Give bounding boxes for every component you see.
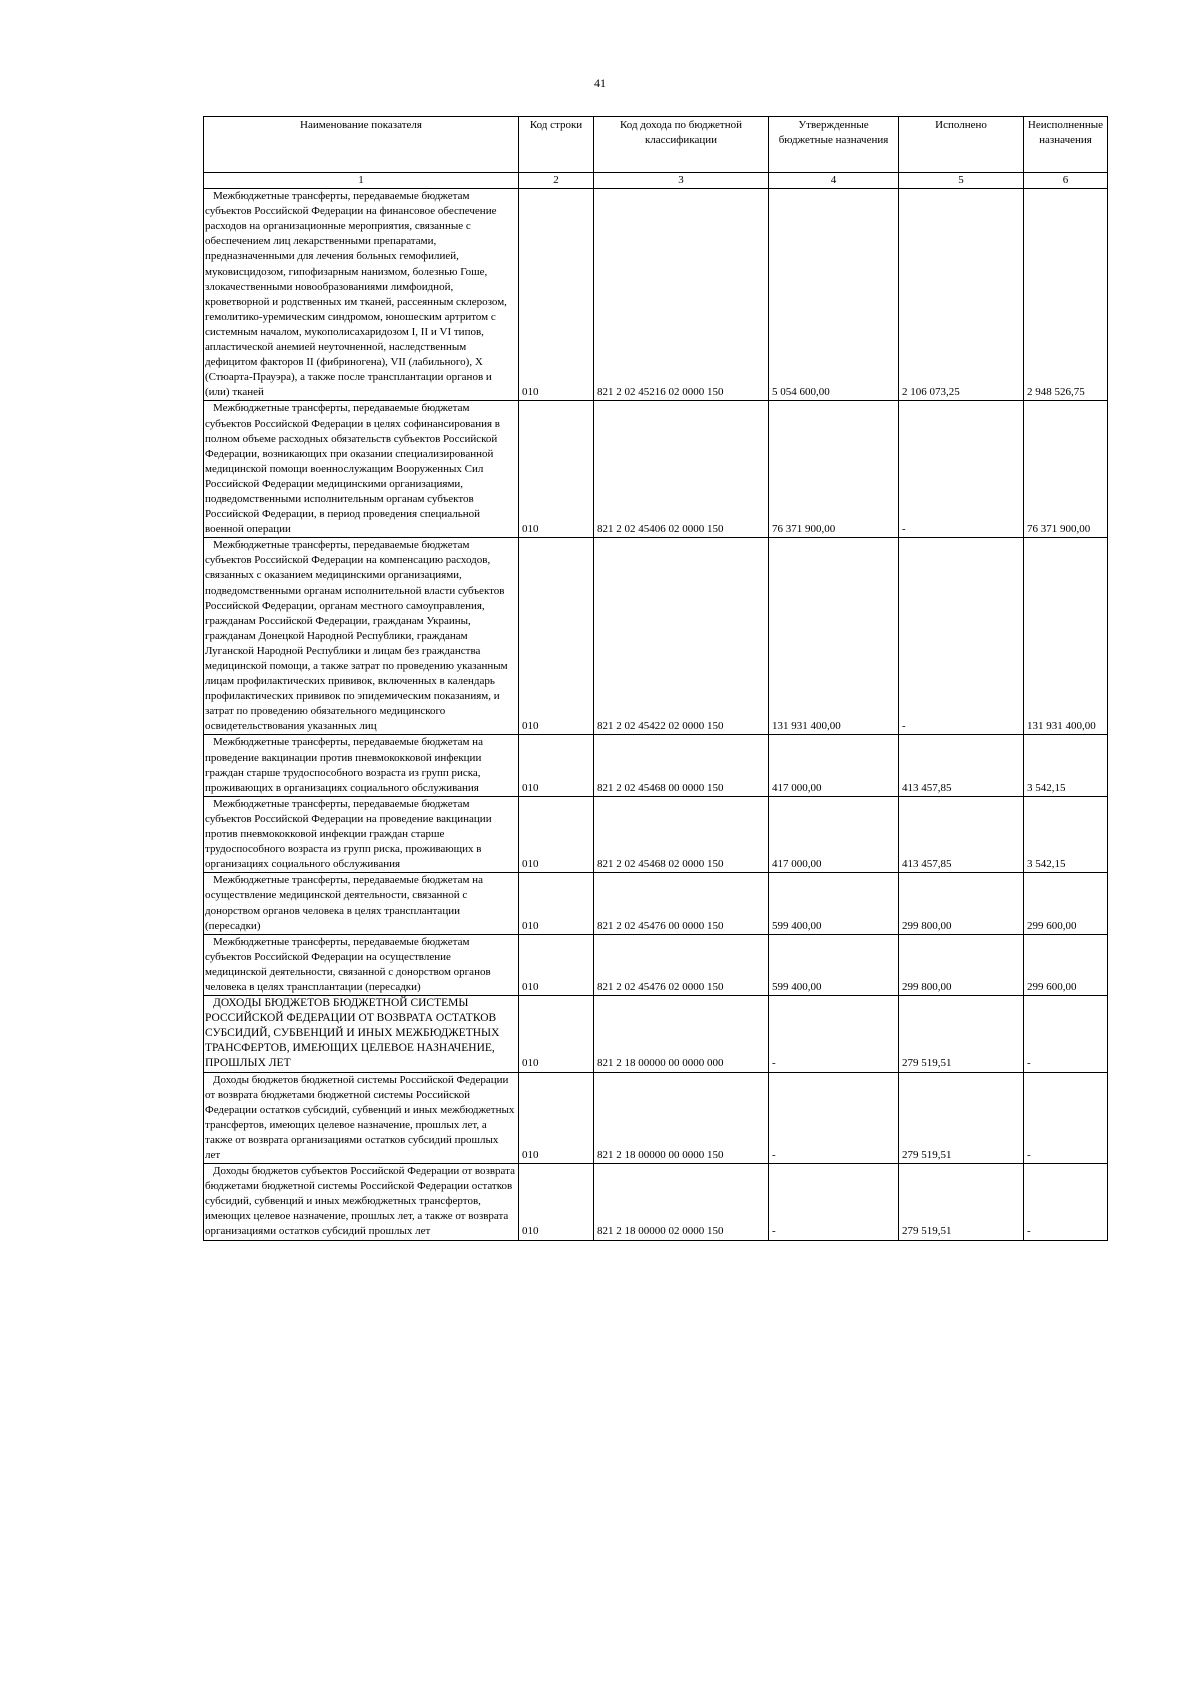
row-executed: - bbox=[899, 538, 1024, 735]
row-unexecuted: 299 600,00 bbox=[1024, 934, 1108, 995]
row-name: Межбюджетные трансферты, передаваемые бюджетам субъектов Российской Федерации на осуществление медицинской деятельности, связанной с донорством органов человека в целях трансплантации (пересадки) bbox=[204, 934, 519, 995]
row-unexecuted: - bbox=[1024, 996, 1108, 1072]
row-line-code: 010 bbox=[519, 189, 594, 401]
row-executed: 2 106 073,25 bbox=[899, 189, 1024, 401]
row-executed: 279 519,51 bbox=[899, 1164, 1024, 1240]
table-row bbox=[204, 1164, 1108, 1240]
row-income-code: 821 2 02 45422 02 0000 150 bbox=[594, 538, 769, 735]
row-executed: 413 457,85 bbox=[899, 735, 1024, 796]
row-approved: 599 400,00 bbox=[769, 934, 899, 995]
row-name: Межбюджетные трансферты, передаваемые бюджетам субъектов Российской Федерации на финансовое обеспечение расходов на организационные мероприятия, связанные с обеспечением лиц лекарственными препаратами, предназначенными для лечения больных гемофилией, муковисцидозом, гипофизарным нанизмом, болезнью Гоше, злокачественными новообразованиями лимфоидной, кроветворной и родственных им тканей, рассеянным склерозом, гемолитико-уремическим синдромом, юношеским артритом с системным началом, мукополисахаридозом I, II и VI типов, апластической анемией неуточненной, наследственным дефицитом факторов II (фибриногена), VII (лабильного), X (Стюарта-Прауэра), а также после трансплантации органов и (или) тканей bbox=[204, 189, 519, 401]
row-executed: 413 457,85 bbox=[899, 796, 1024, 872]
row-line-code: 010 bbox=[519, 538, 594, 735]
row-income-code: 821 2 02 45216 02 0000 150 bbox=[594, 189, 769, 401]
row-name: Межбюджетные трансферты, передаваемые бюджетам субъектов Российской Федерации на проведение вакцинации против пневмококковой инфекции граждан старше трудоспособного возраста из групп риска, проживающих в организациях социального обслуживания bbox=[204, 796, 519, 872]
row-line-code: 010 bbox=[519, 1164, 594, 1240]
column-number: 6 bbox=[1024, 173, 1108, 189]
row-approved: 599 400,00 bbox=[769, 873, 899, 934]
row-unexecuted: 3 542,15 bbox=[1024, 796, 1108, 872]
row-line-code: 010 bbox=[519, 934, 594, 995]
row-executed: 279 519,51 bbox=[899, 1072, 1024, 1164]
header-unexecuted: Неисполненные назначения bbox=[1024, 117, 1108, 173]
row-approved: - bbox=[769, 1072, 899, 1164]
table-row bbox=[204, 189, 1108, 401]
row-name: Межбюджетные трансферты, передаваемые бюджетам субъектов Российской Федерации в целях софинансирования в полном объеме расходных обязательств субъектов Российской Федерации, возникающих при оказании специализированной медицинской помощи военнослужащим Вооруженных Сил Российской Федерации медицинскими организациями, подведомственными исполнительным органам субъектов Российской Федерации, в период проведения специальной военной операции bbox=[204, 401, 519, 538]
row-executed: 279 519,51 bbox=[899, 996, 1024, 1072]
row-approved: 417 000,00 bbox=[769, 796, 899, 872]
budget-income-table bbox=[203, 116, 1108, 1241]
row-name: ДОХОДЫ БЮДЖЕТОВ БЮДЖЕТНОЙ СИСТЕМЫ РОССИЙСКОЙ ФЕДЕРАЦИИ ОТ ВОЗВРАТА ОСТАТКОВ СУБСИДИЙ, СУБВЕНЦИЙ И ИНЫХ МЕЖБЮДЖЕТНЫХ ТРАНСФЕРТОВ, ИМЕЮЩИХ ЦЕЛЕВОЕ НАЗНАЧЕНИЕ, ПРОШЛЫХ ЛЕТ bbox=[204, 996, 519, 1072]
row-income-code: 821 2 18 00000 02 0000 150 bbox=[594, 1164, 769, 1240]
table-row bbox=[204, 401, 1108, 538]
row-unexecuted: 131 931 400,00 bbox=[1024, 538, 1108, 735]
page-number: 41 bbox=[594, 76, 606, 90]
row-line-code: 010 bbox=[519, 1072, 594, 1164]
row-executed: 299 800,00 bbox=[899, 873, 1024, 934]
column-number: 5 bbox=[899, 173, 1024, 189]
header-income-code: Код дохода по бюджетной классификации bbox=[594, 117, 769, 173]
header-line-code: Код строки bbox=[519, 117, 594, 173]
column-number: 3 bbox=[594, 173, 769, 189]
row-executed: 299 800,00 bbox=[899, 934, 1024, 995]
row-name: Межбюджетные трансферты, передаваемые бюджетам субъектов Российской Федерации на компенсацию расходов, связанных с оказанием медицинскими организациями, подведомственными органам исполнительной власти субъектов Российской Федерации, органам местного самоуправления, гражданам Российской Федерации, гражданам Украины, гражданам Донецкой Народной Республики, гражданам Луганской Народной Республики и лицам без гражданства медицинской помощи, а также затрат по проведению указанным лицам профилактических прививок, включенных в календарь профилактических прививок по эпидемическим показаниям, и затрат по проведению обязательного медицинского освидетельствования указанных лиц bbox=[204, 538, 519, 735]
header-executed: Исполнено bbox=[899, 117, 1024, 173]
row-name: Межбюджетные трансферты, передаваемые бюджетам на проведение вакцинации против пневмококковой инфекции граждан старше трудоспособного возраста из групп риска, проживающих в организациях социального обслуживания bbox=[204, 735, 519, 796]
row-approved: 131 931 400,00 bbox=[769, 538, 899, 735]
row-line-code: 010 bbox=[519, 401, 594, 538]
row-income-code: 821 2 02 45406 02 0000 150 bbox=[594, 401, 769, 538]
column-number-row bbox=[204, 173, 1108, 189]
column-number: 4 bbox=[769, 173, 899, 189]
row-executed: - bbox=[899, 401, 1024, 538]
table-row bbox=[204, 538, 1108, 735]
row-line-code: 010 bbox=[519, 873, 594, 934]
row-line-code: 010 bbox=[519, 996, 594, 1072]
row-unexecuted: - bbox=[1024, 1164, 1108, 1240]
row-name: Доходы бюджетов бюджетной системы Российской Федерации от возврата бюджетами бюджетной системы Российской Федерации остатков субсидий, субвенций и иных межбюджетных трансфертов, имеющих целевое назначение, прошлых лет, а также от возврата организациями остатков субсидий прошлых лет bbox=[204, 1072, 519, 1164]
row-income-code: 821 2 02 45476 00 0000 150 bbox=[594, 873, 769, 934]
row-approved: 5 054 600,00 bbox=[769, 189, 899, 401]
row-line-code: 010 bbox=[519, 796, 594, 872]
table-row bbox=[204, 996, 1108, 1072]
row-income-code: 821 2 02 45476 02 0000 150 bbox=[594, 934, 769, 995]
row-approved: 76 371 900,00 bbox=[769, 401, 899, 538]
row-unexecuted: 76 371 900,00 bbox=[1024, 401, 1108, 538]
row-approved: - bbox=[769, 1164, 899, 1240]
row-income-code: 821 2 02 45468 02 0000 150 bbox=[594, 796, 769, 872]
table-row bbox=[204, 934, 1108, 995]
row-income-code: 821 2 02 45468 00 0000 150 bbox=[594, 735, 769, 796]
row-name: Доходы бюджетов субъектов Российской Федерации от возврата бюджетами бюджетной системы Российской Федерации остатков субсидий, субвенций и иных межбюджетных трансфертов, имеющих целевое назначение, прошлых лет, а также от возврата организациями остатков субсидий прошлых лет bbox=[204, 1164, 519, 1240]
table-row bbox=[204, 1072, 1108, 1164]
table-row bbox=[204, 735, 1108, 796]
row-approved: - bbox=[769, 996, 899, 1072]
row-unexecuted: 2 948 526,75 bbox=[1024, 189, 1108, 401]
row-income-code: 821 2 18 00000 00 0000 150 bbox=[594, 1072, 769, 1164]
row-income-code: 821 2 18 00000 00 0000 000 bbox=[594, 996, 769, 1072]
column-number: 1 bbox=[204, 173, 519, 189]
row-line-code: 010 bbox=[519, 735, 594, 796]
header-row bbox=[204, 117, 1108, 173]
row-unexecuted: 299 600,00 bbox=[1024, 873, 1108, 934]
row-approved: 417 000,00 bbox=[769, 735, 899, 796]
header-name: Наименование показателя bbox=[204, 117, 519, 173]
row-name: Межбюджетные трансферты, передаваемые бюджетам на осуществление медицинской деятельности, связанной с донорством органов человека в целях трансплантации (пересадки) bbox=[204, 873, 519, 934]
row-unexecuted: 3 542,15 bbox=[1024, 735, 1108, 796]
row-unexecuted: - bbox=[1024, 1072, 1108, 1164]
header-approved: Утвержденные бюджетные назначения bbox=[769, 117, 899, 173]
table-row bbox=[204, 873, 1108, 934]
column-number: 2 bbox=[519, 173, 594, 189]
table-row bbox=[204, 796, 1108, 872]
